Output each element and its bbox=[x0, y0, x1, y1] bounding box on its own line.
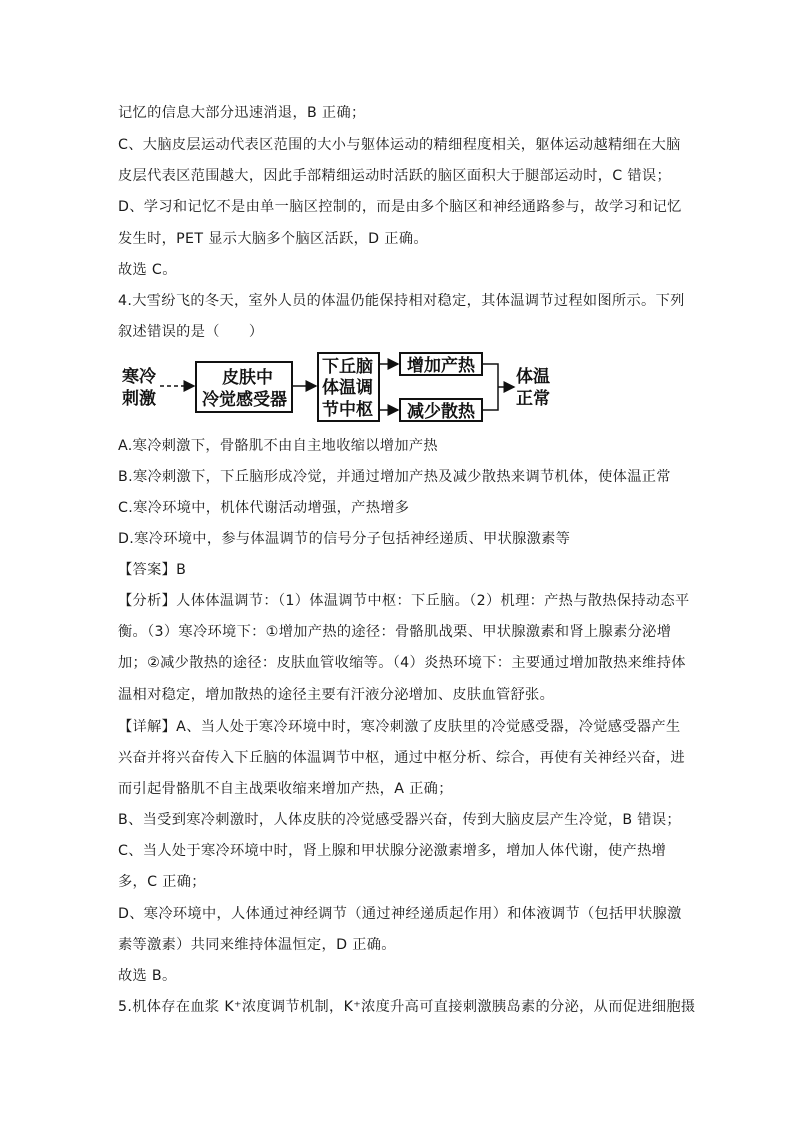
center-label: 节中枢 bbox=[322, 400, 373, 420]
detail-line: 素等激素）共同来维持体温恒定，D 正确。 bbox=[118, 937, 396, 953]
analysis-line: 衡。（3）寒冷环境下：①增加产热的途径：骨骼肌战栗、甲状腺激素和肾上腺素分泌增 bbox=[118, 624, 672, 640]
option-b: B.寒冷刺激下，下丘脑形成冷觉，并通过增加产热及减少散热来调节机体，使体温正常 bbox=[118, 469, 671, 485]
option-a: A.寒冷刺激下，骨骼肌不由自主地收缩以增加产热 bbox=[118, 438, 438, 454]
detail-line: 【详解】A、当人处于寒冷环境中时，寒冷刺激了皮肤里的冷觉感受器，冷觉感受器产生 bbox=[118, 719, 681, 735]
center-label: 体温调 bbox=[322, 378, 373, 398]
stimulus-label: 寒冷 bbox=[122, 367, 156, 387]
result-label: 正常 bbox=[516, 389, 550, 409]
detail-line: D、寒冷环境中，人体通过神经调节（通过神经递质起作用）和体液调节（包括甲状腺激 bbox=[118, 906, 682, 922]
text-line: 故选 C。 bbox=[118, 262, 177, 278]
detail-line: 兴奋并将兴奋传入下丘脑的体温调节中枢，通过中枢分析、综合，再使有关神经兴奋，进 bbox=[118, 750, 685, 766]
question-stem: 4.大雪纷飞的冬天，室外人员的体温仍能保持相对稳定，其体温调节过程如图所示。下列 bbox=[118, 293, 685, 309]
result-label: 体温 bbox=[516, 367, 550, 387]
detail-line: C、当人处于寒冷环境中时，肾上腺和甲状腺分泌激素增多，增加人体代谢，使产热增 bbox=[118, 843, 667, 859]
stimulus-label: 刺激 bbox=[122, 389, 156, 409]
receptor-label: 冷觉感受器 bbox=[202, 390, 287, 410]
text-line: C、大脑皮层运动代表区范围的大小与躯体运动的精细程度相关，躯体运动越精细在大脑 bbox=[118, 137, 681, 153]
decrease-heat-label: 减少散热 bbox=[407, 402, 475, 422]
analysis-line: 【分析】人体体温调节：（1）体温调节中枢：下丘脑。（2）机理：产热与散热保持动态平 bbox=[118, 593, 690, 609]
analysis-line: 加；②减少散热的途径：皮肤血管收缩等。（4）炎热环境下：主要通过增加散热来维持体 bbox=[118, 655, 686, 671]
text-line: D、学习和记忆不是由单一脑区控制的，而是由多个脑区和神经通路参与，故学习和记忆 bbox=[118, 199, 682, 215]
detail-line: 故选 B。 bbox=[118, 968, 177, 984]
increase-heat-label: 增加产热 bbox=[407, 356, 475, 376]
option-d: D.寒冷环境中，参与体温调节的信号分子包括神经递质、甲状腺激素等 bbox=[118, 531, 571, 547]
merge-bracket bbox=[482, 364, 498, 410]
question-stem: 5.机体存在血浆 K⁺浓度调节机制，K⁺浓度升高可直接刺激胰岛素的分泌，从而促进细胞摄 bbox=[118, 999, 696, 1015]
answer: 【答案】B bbox=[118, 562, 187, 578]
text-line: 发生时，PET 显示大脑多个脑区活跃，D 正确。 bbox=[118, 231, 428, 247]
analysis-line: 温相对稳定，增加散热的途径主要有汗液分泌增加、皮肤血管舒张。 bbox=[118, 687, 555, 703]
question-stem: 叙述错误的是（ ） bbox=[118, 324, 264, 340]
detail-line: 多，C 正确； bbox=[118, 874, 206, 890]
thermoregulation-diagram bbox=[118, 352, 558, 424]
text-line: 皮层代表区范围越大，因此手部精细运动时活跃的脑区面积大于腿部运动时，C 错误； bbox=[118, 168, 672, 184]
detail-line: 而引起骨骼肌不自主战栗收缩来增加产热，A 正确； bbox=[118, 781, 453, 797]
option-c: C.寒冷环境中，机体代谢活动增强，产热增多 bbox=[118, 500, 410, 516]
text-line: 记忆的信息大部分迅速消退，B 正确； bbox=[118, 105, 366, 121]
detail-line: B、当受到寒冷刺激时，人体皮肤的冷觉感受器兴奋，传到大脑皮层产生冷觉，B 错误； bbox=[118, 812, 681, 828]
receptor-label: 皮肤中 bbox=[222, 368, 273, 388]
center-label: 下丘脑 bbox=[322, 357, 373, 377]
